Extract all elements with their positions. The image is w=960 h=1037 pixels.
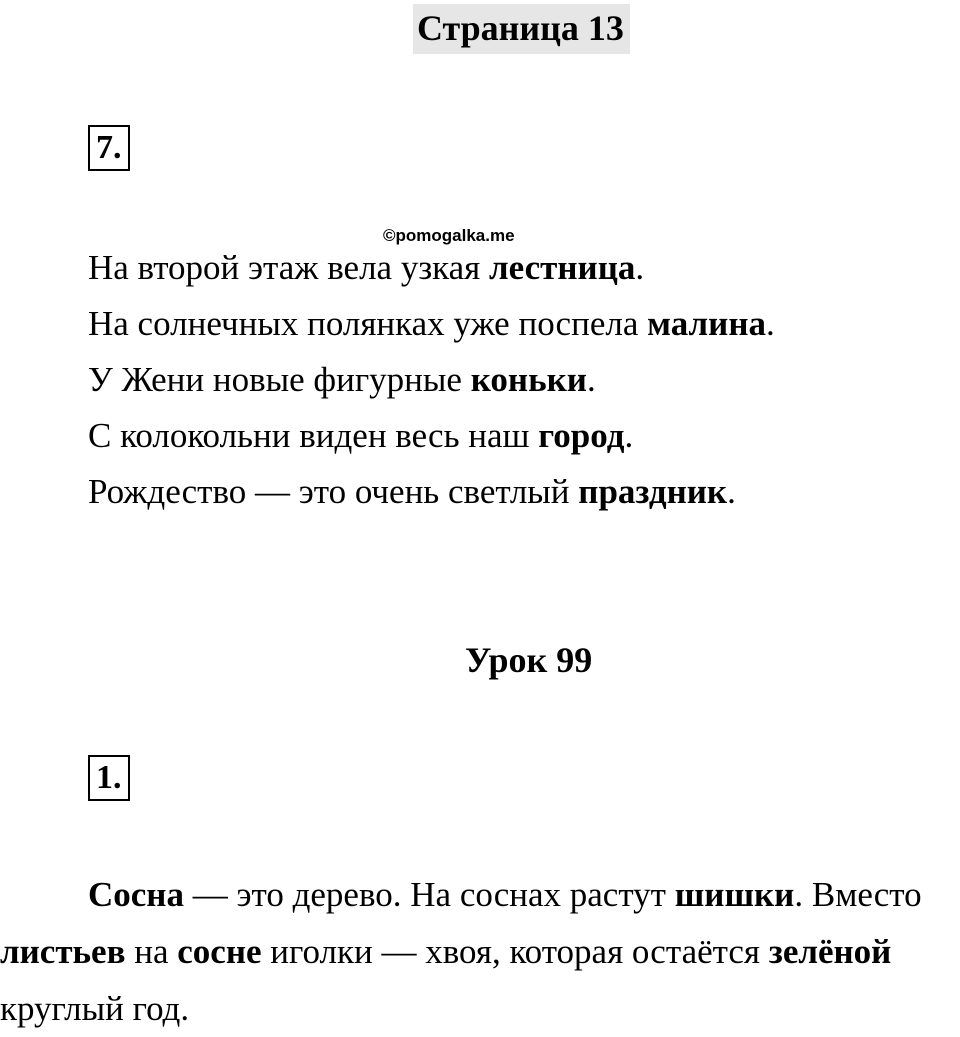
sentence-end: . (586, 360, 596, 399)
sentence (88, 408, 775, 464)
sentence (88, 464, 775, 520)
watermark: ©pomogalka.me (383, 226, 515, 245)
highlighted-word: сосне (177, 932, 262, 971)
highlighted-word: малина (647, 304, 767, 343)
paragraph-text: — это дерево. На соснах растут (183, 875, 675, 914)
lesson-title: Урок 99 (465, 640, 593, 680)
page-title: Страница 13 (413, 4, 630, 54)
sentence-text: На солнечных полянках уже поспела (88, 304, 648, 343)
task1-paragraph (0, 866, 960, 1037)
highlighted-word: Сосна (88, 875, 184, 914)
task7-sentence-list (88, 240, 775, 520)
highlighted-word: зелёной (768, 932, 892, 971)
highlighted-word: шишки (674, 875, 795, 914)
sentence (88, 296, 775, 352)
sentence-end: . (766, 304, 775, 343)
highlighted-word: город (538, 416, 625, 455)
highlighted-word: лестница (489, 248, 636, 287)
sentence-end: . (727, 472, 736, 511)
sentence-text: У Жени новые фигурные (88, 360, 471, 399)
sentence (88, 240, 775, 296)
paragraph-text: круглый год. (0, 989, 190, 1028)
task-number-7: 7. (88, 125, 130, 171)
highlighted-word: коньки (470, 360, 587, 399)
task-number-1: 1. (88, 755, 130, 801)
sentence-text: Рождество — это очень светлый (88, 472, 579, 511)
sentence-end: . (635, 248, 645, 287)
paragraph-text: на (125, 932, 178, 971)
sentence-end: . (624, 416, 634, 455)
sentence-text: На второй этаж вела узкая (88, 248, 490, 287)
paragraph-text: . Вместо (794, 875, 922, 914)
sentence (88, 352, 775, 408)
paragraph-text: иголки — хвоя, которая остаётся (261, 932, 769, 971)
highlighted-word: праздник (578, 472, 728, 511)
sentence-text: С колокольни виден весь наш (88, 416, 539, 455)
highlighted-word: листьев (0, 932, 126, 971)
